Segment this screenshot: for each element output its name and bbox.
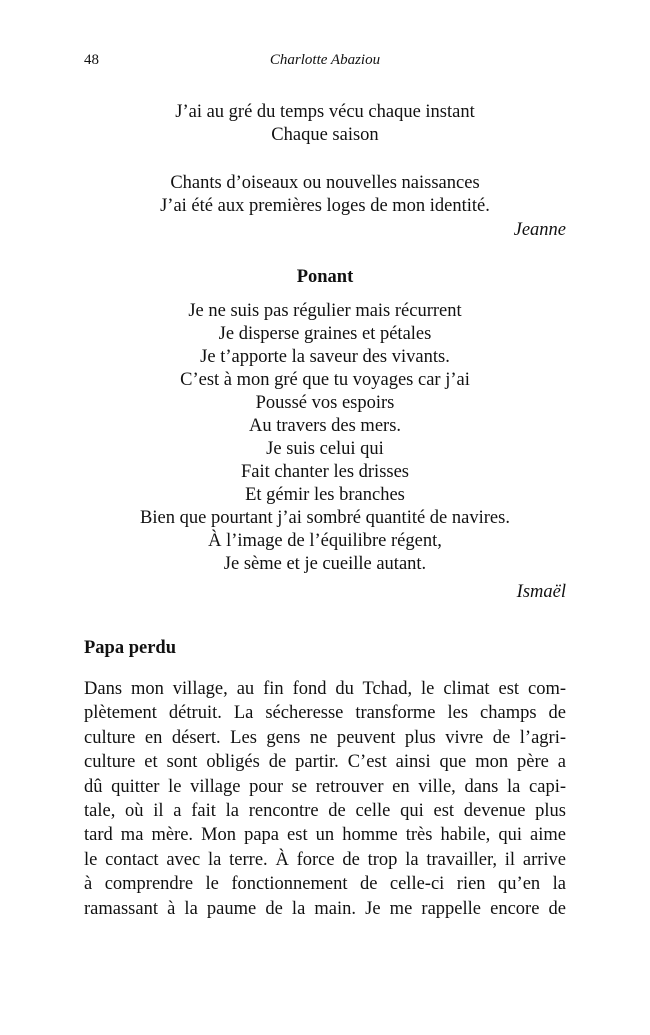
- verse-line: Au travers des mers.: [248, 416, 402, 436]
- verse-line: Je ne suis pas régulier mais récurrent: [188, 301, 462, 321]
- prose-line: ramassant à la paume de la main. Je me rappelle encore de: [84, 898, 566, 919]
- verse-line: Fait chanter les drisses: [241, 462, 409, 482]
- poem2-title: Ponant: [296, 267, 354, 287]
- running-title: Charlotte Abaziou: [269, 52, 381, 68]
- prose-line: tard ma mère. Mon papa est un homme très habile, qui aime: [84, 825, 566, 846]
- verse-line: Je disperse graines et pétales: [218, 324, 432, 344]
- prose-line: dû quitter le village pour se retrouver en ville, dans la capi-: [84, 776, 566, 797]
- story-body: [84, 677, 566, 921]
- verse-line: Je t’apporte la saveur des vivants.: [200, 347, 450, 367]
- prose-line: le contact avec la terre. À force de trop la travailler, il arrive: [84, 849, 566, 870]
- prose-line: à comprendre le fonctionnement de celle-ci rien qu’en la: [84, 874, 566, 895]
- verse-line: Chants d’oiseaux ou nouvelles naissances: [170, 173, 480, 193]
- poem2-author: Ismaël: [516, 582, 566, 602]
- verse-line: Je suis celui qui: [266, 439, 384, 459]
- book-page: [84, 0, 566, 1035]
- page-number: 48: [84, 52, 99, 68]
- poem1-author: Jeanne: [513, 220, 566, 240]
- verse-line: J’ai au gré du temps vécu chaque instant: [175, 102, 475, 122]
- verse-line: Je sème et je cueille autant.: [223, 554, 427, 574]
- poem1-stanza2: [84, 172, 566, 218]
- prose-line: Dans mon village, au fin fond du Tchad, le climat est com-: [84, 679, 566, 699]
- verse-line: Et gémir les branches: [245, 485, 405, 505]
- prose-line: culture et sont obligés de partir. C’est ainsi que mon père a: [84, 752, 566, 773]
- running-head: [84, 52, 566, 74]
- verse-line: C’est à mon gré que tu voyages car j’ai: [180, 370, 470, 390]
- verse-line: Bien que pourtant j’ai sombré quantité de navires.: [140, 508, 510, 528]
- verse-line: Poussé vos espoirs: [255, 393, 395, 413]
- prose-line: plètement détruit. La sécheresse transforme les champs de: [84, 703, 566, 724]
- prose-line: tale, où il a fait la rencontre de celle qui est devenue plus: [84, 801, 566, 822]
- poem1-stanza1: [84, 101, 566, 147]
- verse-line: À l’image de l’équilibre régent,: [208, 531, 442, 551]
- verse-line: J’ai été aux premières loges de mon identité.: [160, 196, 490, 216]
- story-title: Papa perdu: [84, 638, 177, 658]
- poem2-body: [84, 300, 566, 576]
- verse-line: Chaque saison: [271, 125, 379, 145]
- prose-line: culture en désert. Les gens ne peuvent plus vivre de l’agri-: [84, 727, 566, 748]
